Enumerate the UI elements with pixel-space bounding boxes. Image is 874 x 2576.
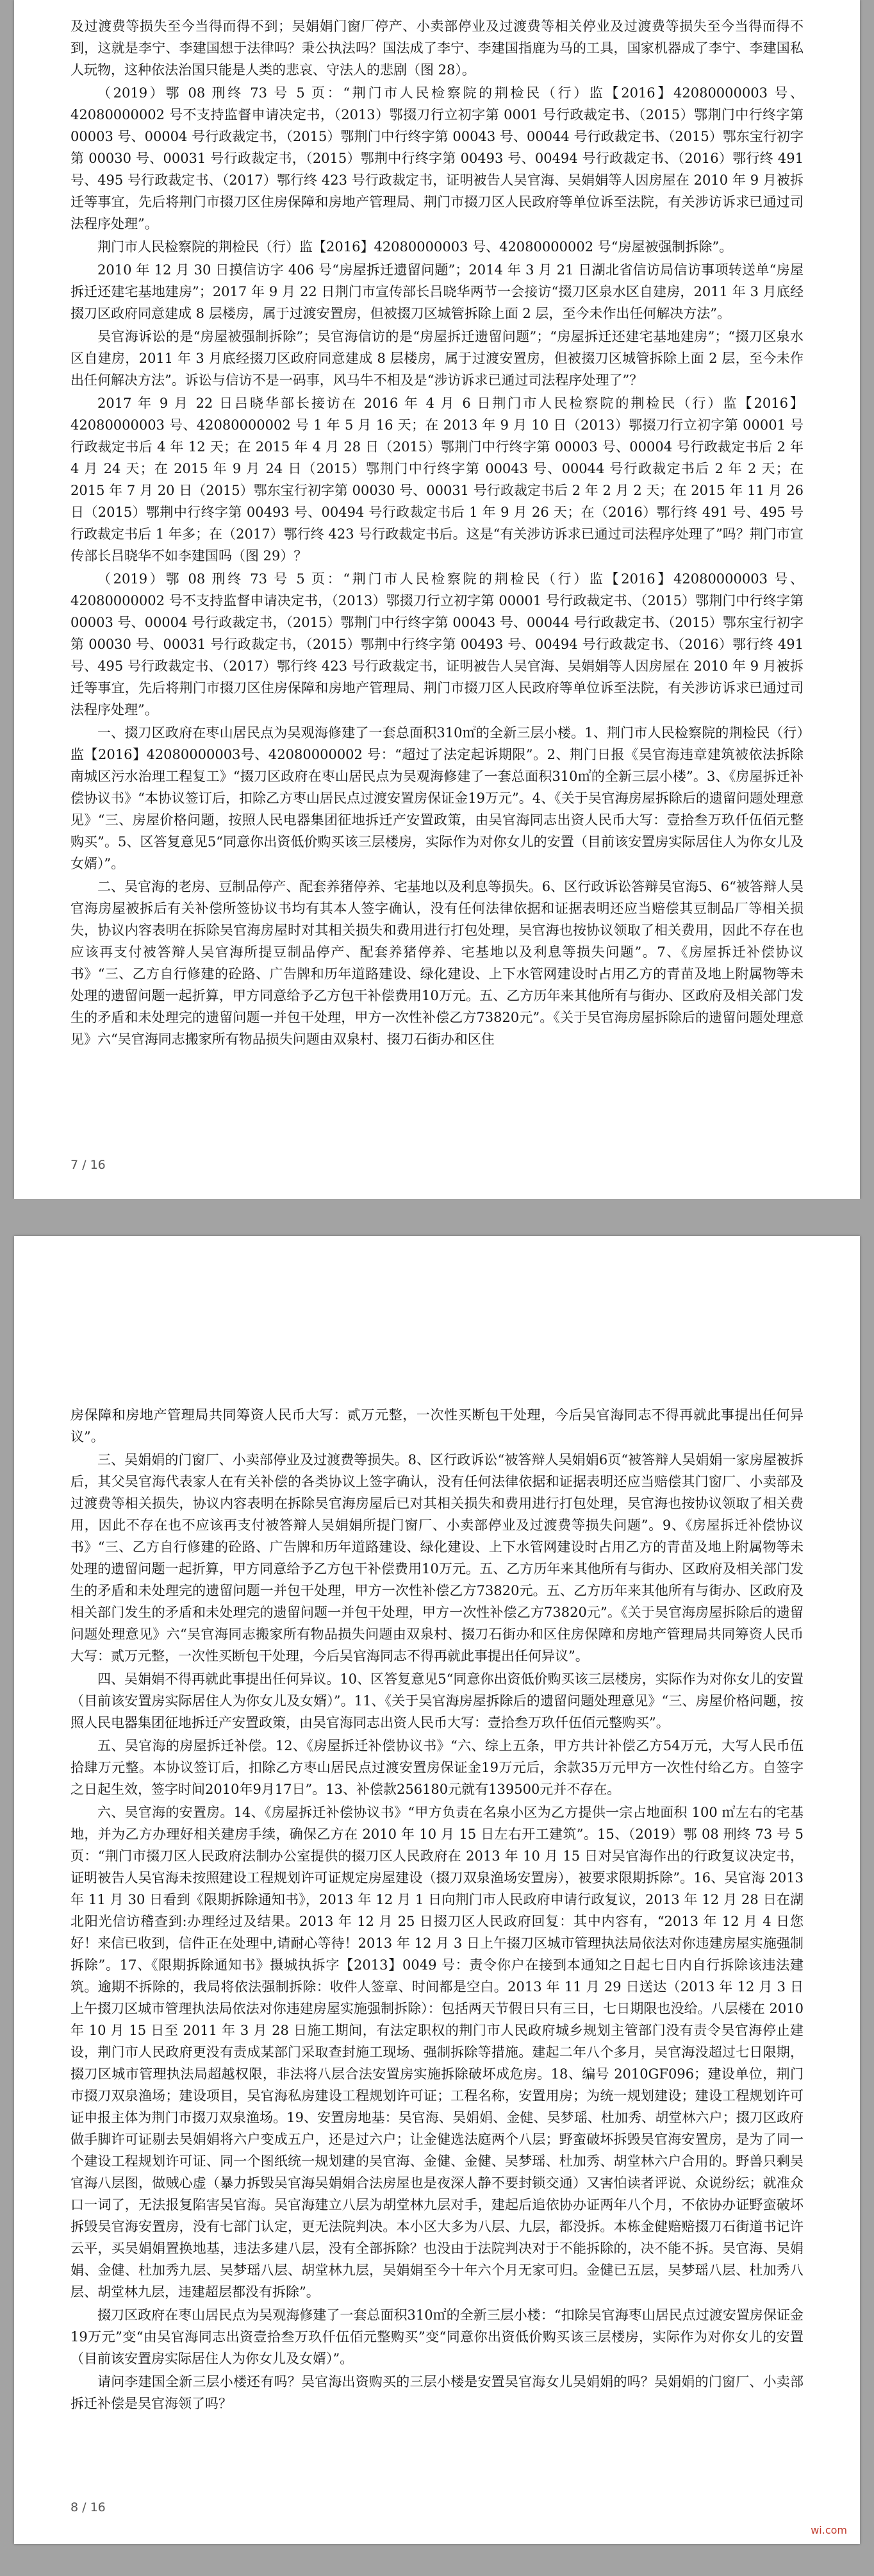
paragraph: 二、吴官海的老房、豆制品停产、配套养猪停养、宅基地以及利息等损失。6、区行政诉讼答辩吴官海5、6“被答辩人吴官海房屋被拆后有关补偿所签协议书均有其本人签字确认，没有任何法律依据和证据表明还应当赔偿其豆制品厂等相关损失，协议内容表明在拆除吴官海房屋时对其相关损失和费用进行打包处理，吴官海也按协议领取了相关费用，因此不存在也应该再支付被答辩人吴官海所提豆制品停产、配套养猪停养、宅基地以及利息等损失问题”。7、《房屋拆迁补偿协议书》“三、乙方自行修建的砼路、广告牌和历年道路建设、绿化建设、上下水管网建设时占用乙方的青苗及地上附属物等未处理的遗留问题一起折算，甲方同意给予乙方包干补偿费用10万元。五、乙方历年来其他所有与街办、区政府及相关部门发生的矛盾和未处理完的遗留问题一并包干处理，甲方一次性补偿乙方73820元”。《关于吴官海房屋拆除后的遗留问题处理意见》六“吴官海同志搬家所有物品损失问题由双泉村、掇刀石街办和区住 [70, 879, 804, 1047]
page-8-body [70, 1404, 804, 2416]
paragraph: 掇刀区政府在枣山居民点为吴观海修建了一套总面积310㎡的全新三层小楼：“扣除吴官海枣山居民点过渡安置房保证金19万元”变“由吴官海同志出资壹拾叁万玖仟伍佰元整购买”变“同意你出资低价购买该三层楼房，实际作为对你女儿的安置（目前该安置房实际居住人为你女儿及女婿）”。 [70, 2307, 804, 2366]
paragraph: 五、吴官海的房屋拆迁补偿。12、《房屋拆迁补偿协议书》“六、综上五条，甲方共计补偿乙方54万元，大写人民币伍拾肆万元整。本协议签订后，扣除乙方枣山居民点过渡安置房保证金19万元后，余款35万元甲方一次性付给乙方。自签字之日起生效，签字时间2010年9月17日”。13、补偿款256180元就有139500元并不存在。 [70, 1738, 804, 1797]
page-gap [0, 1199, 874, 1236]
site-watermark: wi.com [807, 2523, 851, 2538]
paragraph: 2010 年 12 月 30 日摸信访字 406 号“房屋拆迁遗留问题”；2014 年 3 月 21 日湖北省信访局信访事项转送单“房屋拆迁还建宅基地建房”；2017 年 9 月 22 日荆门市宣传部长吕晓华两节一会接访“掇刀区泉水区自建房，2011 年 3 月底经掇刀区政府同意建成 8 层楼房，属于过渡安置房，但被掇刀区城管拆除上面 2 层，至今未作出任何解决方法”。 [70, 262, 804, 321]
paragraph: （2019）鄂 08 刑终 73 号 5 页：“荆门市人民检察院的荆检民（行）监【2016】42080000003 号、42080000002 号不支持监督申请决定书，（2013）鄂掇刀行立初字第 0001 号行政裁定书、（2015）鄂荆门中行终字第 00003 号、00004 号行政裁定书，（2015）鄂荆门中行终字第 00043 号、00044 号行政裁定书、（2015）鄂东宝行初字第 00030 号、00031 号行政裁定书，（2015）鄂荆中行终字第 00493 号、00494 号行政裁定书、（2016）鄂行终 491 号、495 号行政裁定书、（2017）鄂行终 423 号行政裁定书，证明被告人吴官海、吴娟娟等人因房屋在 2010 年 9 月被拆迁等事宜，先后将荆门市掇刀区住房保障和房地产管理局、荆门市掇刀区人民政府等单位诉至法院，有关涉访诉求已通过司法程序处理”。 [70, 85, 804, 231]
page-7-body [70, 15, 804, 1051]
paragraph: 四、吴娟娟不得再就此事提出任何异议。10、区答复意见5“同意你出资低价购买该三层楼房，实际作为对你女儿的安置（目前该安置房实际居住人为你女儿及女婿）”。11、《关于吴官海房屋拆除后的遗留问题处理意见》“三、房屋价格问题，按照人民电器集团征地拆迁产安置政策，由吴官海同志出资人民币大写：壹拾叁万玖仟伍佰元整购买”。 [70, 1671, 804, 1730]
document-page-7 [14, 0, 860, 1199]
paragraph: 一、掇刀区政府在枣山居民点为吴观海修建了一套总面积310㎡的全新三层小楼。1、荆门市人民检察院的荆检民（行）监【2016】42080000003号、42080000002 号：“超过了法定起诉期限”。2、荆门日报《吴官海违章建筑被依法拆除南城区污水治理工程复工》“掇刀区政府在枣山居民点为吴观海修建了一套总面积310㎡的全新三层小楼”。3、《房屋拆迁补偿协议书》“本协议签订后，扣除乙方枣山居民点过渡安置房保证金19万元”。4、《关于吴官海房屋拆除后的遗留问题处理意见》“三、房屋价格问题，按照人民电器集团征地拆迁产安置政策，由吴官海同志出资人民币大写：壹拾叁万玖仟伍佰元整购买”。5、区答复意见5“同意你出资低价购买该三层楼房，实际作为对你女儿的安置（目前该安置房实际居住人为你女儿及女婿）”。 [70, 725, 804, 871]
paragraph: 三、吴娟娟的门窗厂、小卖部停业及过渡费等损失。8、区行政诉讼“被答辩人吴娟娟6页“被答辩人吴娟娟一家房屋被拆后，其父吴官海代表家人在有关补偿的各类协议上签字确认，没有任何法律依据和证据表明还应当赔偿其门窗厂、小卖部及过渡费等相关损失，协议内容表明在拆除吴官海房屋后已对其相关损失和费用进行打包处理，吴官海也按协议领取了相关费用，因此不存在也不应该再支付被答辩人吴娟娟所提门窗厂、小卖部停业及过渡费等损失问题”。9、《房屋拆迁补偿协议书》“三、乙方自行修建的砼路、广告牌和历年道路建设、绿化建设、上下水管网建设时占用乙方的青苗及地上附属物等未处理的遗留问题一起折算，甲方同意给予乙方包干补偿费用10万元。五、乙方历年来其他所有与街办、区政府及相关部门发生的矛盾和未处理完的遗留问题一并包干处理，甲方一次性补偿乙方73820元。五、乙方历年来其他所有与街办、区政府及相关部门发生的矛盾和未处理完的遗留问题一并包干处理，甲方一次性补偿乙方73820元”。《关于吴官海房屋拆除后的遗留问题处理意见》六“吴官海同志搬家所有物品损失问题由双泉村、掇刀石街办和区住房保障和房地产管理局共同筹资人民币大写：贰万元整，一次性买断包干处理，今后吴官海同志不得再就此事提出任何异议”。 [70, 1452, 804, 1664]
paragraph: 房保障和房地产管理局共同筹资人民币大写：贰万元整，一次性买断包干处理，今后吴官海同志不得再就此事提出任何异议”。 [70, 1407, 804, 1444]
paragraph: 吴官海诉讼的是“房屋被强制拆除”；吴官海信访的是“房屋拆迁遗留问题”；“房屋拆迁还建宅基地建房”；“掇刀区泉水区自建房，2011 年 3 月底经掇刀区政府同意建成 8 层楼房，属于过渡安置房，但被掇刀区城管拆除上面 2 层，至今未作出任何解决方法”。诉讼与信访不是一码事，风马牛不相及是“涉访诉求已通过司法程序处理了”？ [70, 329, 804, 388]
page-number: 7 / 16 [70, 1158, 106, 1172]
paragraph: （2019）鄂 08 刑终 73 号 5 页：“荆门市人民检察院的荆检民（行）监【2016】42080000003 号、42080000002 号不支持监督申请决定书，（2013）鄂掇刀行立初字第 00001 号行政裁定书、（2015）鄂荆门中行终字第 00003 号、00004 号行政裁定书，（2015）鄂荆门中行终字第 00043 号、00044 号行政裁定书、（2015）鄂东宝行初字第 00030 号、00031 号行政裁定书，（2015）鄂荆中行终字第 00493 号、00494 号行政裁定书、（2016）鄂行终 491 号、495 号行政裁定书、（2017）鄂行终 423 号行政裁定书，证明被告人吴官海、吴娟娟等人因房屋在 2010 年 9 月被拆迁等事宜，先后将荆门市掇刀区住房保障和房地产管理局、荆门市掇刀区人民政府等单位诉至法院，有关涉访诉求已通过司法程序处理”。 [70, 571, 804, 717]
paragraph: 2017 年 9 月 22 日吕晓华部长接访在 2016 年 4 月 6 日荆门市人民检察院的荆检民（行）监【2016】42080000003 号、42080000002 号 1 年 5 月 16 天；在 2013 年 9 月 10 日（2013）鄂掇刀行立初字第 00001 号行政裁定书后 4 年 12 天；在 2015 年 4 月 28 日（2015）鄂荆门中行终字第 00003 号、00004 号行政裁定书后 2 年 4 月 24 天；在 2015 年 9 月 24 日（2015）鄂荆门中行终字第 00043 号、00044 号行政裁定书后 2 年 2 天；在 2015 年 7 月 20 日（2015）鄂东宝行初字第 00030 号、00031 号行政裁定书后 2 年 2 月 2 天；在 2015 年 11 月 26 日（2015）鄂荆中行终字第 00493 号、00494 号行政裁定书后 1 年 9 月 26 天；在（2016）鄂行终 491 号、495 号行政裁定书后 1 年多；在（2017）鄂行终 423 号行政裁定书后。这是“有关涉访诉求已通过司法程序处理了”吗？荆门市宣传部长吕晓华不如李建国吗（图 29）？ [70, 396, 804, 564]
paragraph: 六、吴官海的安置房。14、《房屋拆迁补偿协议书》“甲方负责在名泉小区为乙方提供一宗占地面积 100 ㎡左右的宅基地，并为乙方办理好相关建房手续，确保乙方在 2010 年 10 月 15 日左右开工建筑”。15、（2019）鄂 08 刑终 73 号 5 页：“荆门市掇刀区人民政府法制办公室提供的掇刀区人民政府在 2013 年 10 月 15 日对吴官海作出的行政复议决定书，证明被告人吴官海未按照建设工程规划许可证规定房屋建设（掇刀双泉渔场安置房），被要求限期拆除”。16、吴官海 2013 年 11 月 30 日看到《限期拆除通知书》，2013 年 12 月 1 日向荆门市人民政府申请行政复议，2013 年 12 月 28 日在湖北阳光信访稽查到:办理经过及结果。2013 年 12 月 25 日掇刀区人民政府回复：其中内容有，“2013 年 12 月 4 日您好！来信已收到，信件正在处理中,请耐心等待！2013 年 12 月 3 日上午掇刀区城市管理执法局依法对你违建房屋实施强制拆除”。17、《限期拆除通知书》摄城执拆字【2013】0049 号：责令你户在接到本通知之日起七日内自行拆除该违法建筑。逾期不拆除的，我局将依法强制拆除：收件人签章、时间都是空白。2013 年 11 月 29 日送达（2013 年 12 月 3 日上午掇刀区城市管理执法局依法对你违建房屋实施强制拆除）：包括两天节假日只有三日，七日期限也没给。八层楼在 2010 年 10 月 15 日至 2011 年 3 月 28 日施工期间，有法定职权的荆门市人民政府城乡规划主管部门没有责令吴官海停止建设，荆门市人民政府更没有责成某部门采取查封施工现场、强制拆除等措施。建起二年八个多月，吴官海没超过七日限期，掇刀区城市管理执法局超越权限，非法将八层合法安置房实施拆除破坏成危房。18、编号 2010GF096；建设单位，荆门市掇刀双泉渔场；建设项目，吴官海私房建设工程规划许可证；工程名称，安置用房；为统一规划建设；建设工程规划许可证申报主体为荆门市掇刀双泉渔场。19、安置房地基：吴官海、吴娟娟、金健、吴梦瑶、杜加秀、胡堂林六户；掇刀区政府做手脚许可证剔去吴娟娟将六户变成五户，还是过六户；让金健选法庭两个八层；野蛮破坏拆毁吴官海安置房，是为了同一个建设工程规划许可证、同一个图纸统一规划建的吴官海、金健、金健、吴梦瑶、杜加秀、胡堂林六户合用的。野兽只剩吴官海八层图，做贼心虚（暴力拆毁吴官海吴娟娟合法房屋也是夜深人静不要封锁交通）又害怕读者评说、众说纷纭；就准众口一词了，无法报复陷害吴官海。吴官海建立八层为胡堂林九层对手，建起后追依协办证两年八个月，不依协办证野蛮破坏拆毁吴官海安置房，没有七部门认定，更无法院判决。本小区大多为八层、九层，都没拆。本栋金健赔赔掇刀石街道书记许云平，买吴娟娟置换地基，违法多建八层，没有全部拆除？也没由于法院判决对于不能拆除的，决不能不拆。吴官海、吴娟娟、金健、杜加秀九层、吴梦瑶八层、胡堂林九层，吴娟娟至今十年六个月无家可归。金健已五层，吴梦瑶八层、杜加秀八层、胡堂林九层，违建超层都没有拆除”。 [70, 1805, 804, 2300]
paragraph: 请问李建国全新三层小楼还有吗？吴官海出资购买的三层小楼是安置吴官海女儿吴娟娟的吗？吴娟娟的门窗厂、小卖部拆迁补偿是吴官海领了吗？ [70, 2374, 804, 2411]
paragraph: 荆门市人民检察院的荆检民（行）监【2016】42080000003 号、42080000002 号“房屋被强制拆除”。 [97, 239, 733, 255]
page-number: 8 / 16 [70, 2500, 106, 2514]
paragraph: 及过渡费等损失至今当得而得不到；吴娟娟门窗厂停产、小卖部停业及过渡费等相关停业及过渡费等损失至今当得而得不到，这就是李宁、李建国想于法律吗？秉公执法吗？国法成了李宁、李建国指鹿为马的工具，国家机器成了李宁、李建国私人玩物，这种依法治国只能是人类的悲哀、守法人的悲剧（图 28）。 [70, 19, 804, 78]
document-page-8 [14, 1236, 860, 2544]
